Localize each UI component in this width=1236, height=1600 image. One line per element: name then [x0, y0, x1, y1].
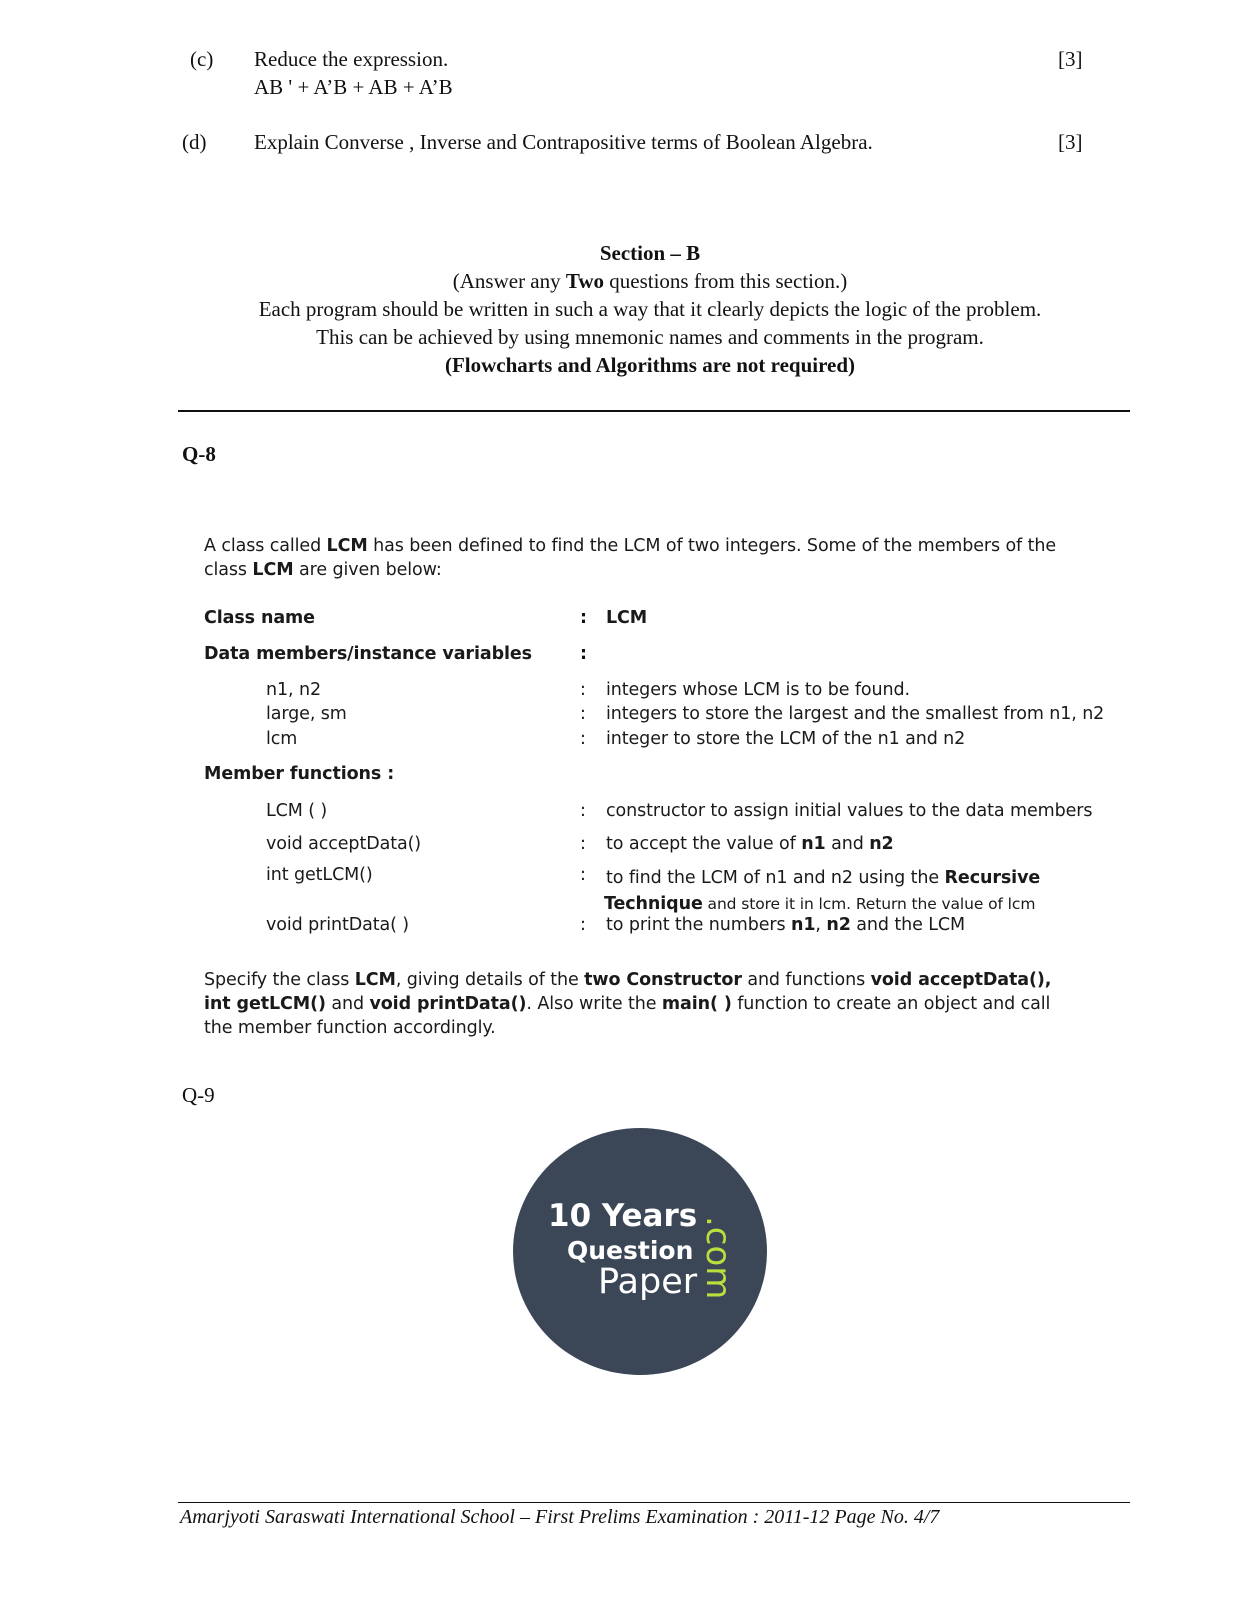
colon: :	[580, 834, 586, 854]
data-member-desc: integers whose LCM is to be found.	[606, 680, 910, 700]
logo-line-1: 10 Years	[548, 1198, 698, 1234]
q8-specify-paragraph: Specify the class LCM, giving details of the two Constructor and functions void acceptData(), int getLCM() and void printData(). Also write the main( ) function to create an object and call the member function accordingly.	[204, 970, 1052, 1038]
member-functions-label: Member functions :	[204, 764, 395, 784]
q8-intro: A class called LCM has been defined to find the LCM of two integers. Some of the members of the class LCM are given below:	[204, 536, 1057, 580]
section-divider	[178, 410, 1130, 412]
q9-label: Q-9	[182, 1083, 215, 1107]
footer-text: Amarjyoti Saraswati International School – First Prelims Examination : 2011-12 Page No. 4/7	[180, 1506, 940, 1528]
section-title: Section – B	[599, 241, 701, 265]
function-name: int getLCM()	[266, 865, 373, 885]
part-d-marks: [3]	[1058, 130, 1083, 154]
data-member-name: large, sm	[266, 704, 347, 724]
function-desc: to print the numbers n1, n2 and the LCM	[606, 915, 965, 935]
logo-line-3: Paper	[598, 1262, 698, 1302]
colon: :	[580, 801, 586, 821]
part-d-label: (d)	[182, 130, 207, 154]
data-member-desc: integers to store the largest and the smallest from n1, n2	[606, 704, 1105, 724]
colon: :	[580, 608, 587, 628]
function-desc: to accept the value of n1 and n2	[606, 834, 894, 854]
function-name: LCM ( )	[266, 801, 328, 821]
logo-domain: .com	[698, 1216, 738, 1300]
part-d-text: Explain Converse , Inverse and Contrapositive terms of Boolean Algebra.	[254, 130, 873, 154]
section-line-2: This can be achieved by using mnemonic names and comments in the program.	[316, 325, 984, 349]
colon: :	[580, 680, 586, 700]
footer-divider	[178, 1502, 1130, 1503]
colon: :	[580, 729, 586, 749]
data-member-name: lcm	[266, 729, 298, 749]
colon: :	[580, 915, 586, 935]
section-header	[150, 239, 1150, 379]
colon: :	[580, 704, 586, 724]
colon: :	[580, 865, 586, 885]
data-members-label: Data members/instance variables	[204, 644, 532, 664]
class-name-label: Class name	[204, 608, 315, 628]
section-instruction: (Answer any Two questions from this section.)	[452, 269, 848, 293]
part-c-label: (c)	[190, 47, 214, 71]
function-name: void printData( )	[266, 915, 410, 935]
data-member-name: n1, n2	[266, 680, 321, 700]
function-desc: constructor to assign initial values to the data members	[606, 801, 1093, 821]
section-line-1: Each program should be written in such a way that it clearly depicts the logic of the problem.	[258, 297, 1042, 321]
data-member-desc: integer to store the LCM of the n1 and n2	[606, 729, 966, 749]
function-desc: to find the LCM of n1 and n2 using the Recursive Technique and store it in lcm. Return the value of lcm	[604, 868, 1041, 914]
part-c-text: Reduce the expression.	[254, 47, 449, 71]
colon: :	[580, 644, 587, 664]
part-c-expression: AB ' + A’B + AB + A’B	[254, 75, 453, 99]
part-c-marks: [3]	[1058, 47, 1083, 71]
logo-line-2: Question	[567, 1236, 694, 1265]
function-name: void acceptData()	[266, 834, 422, 854]
class-name-value: LCM	[606, 608, 648, 628]
section-note: (Flowcharts and Algorithms are not required)	[444, 353, 856, 377]
q8-label: Q-8	[182, 442, 216, 466]
